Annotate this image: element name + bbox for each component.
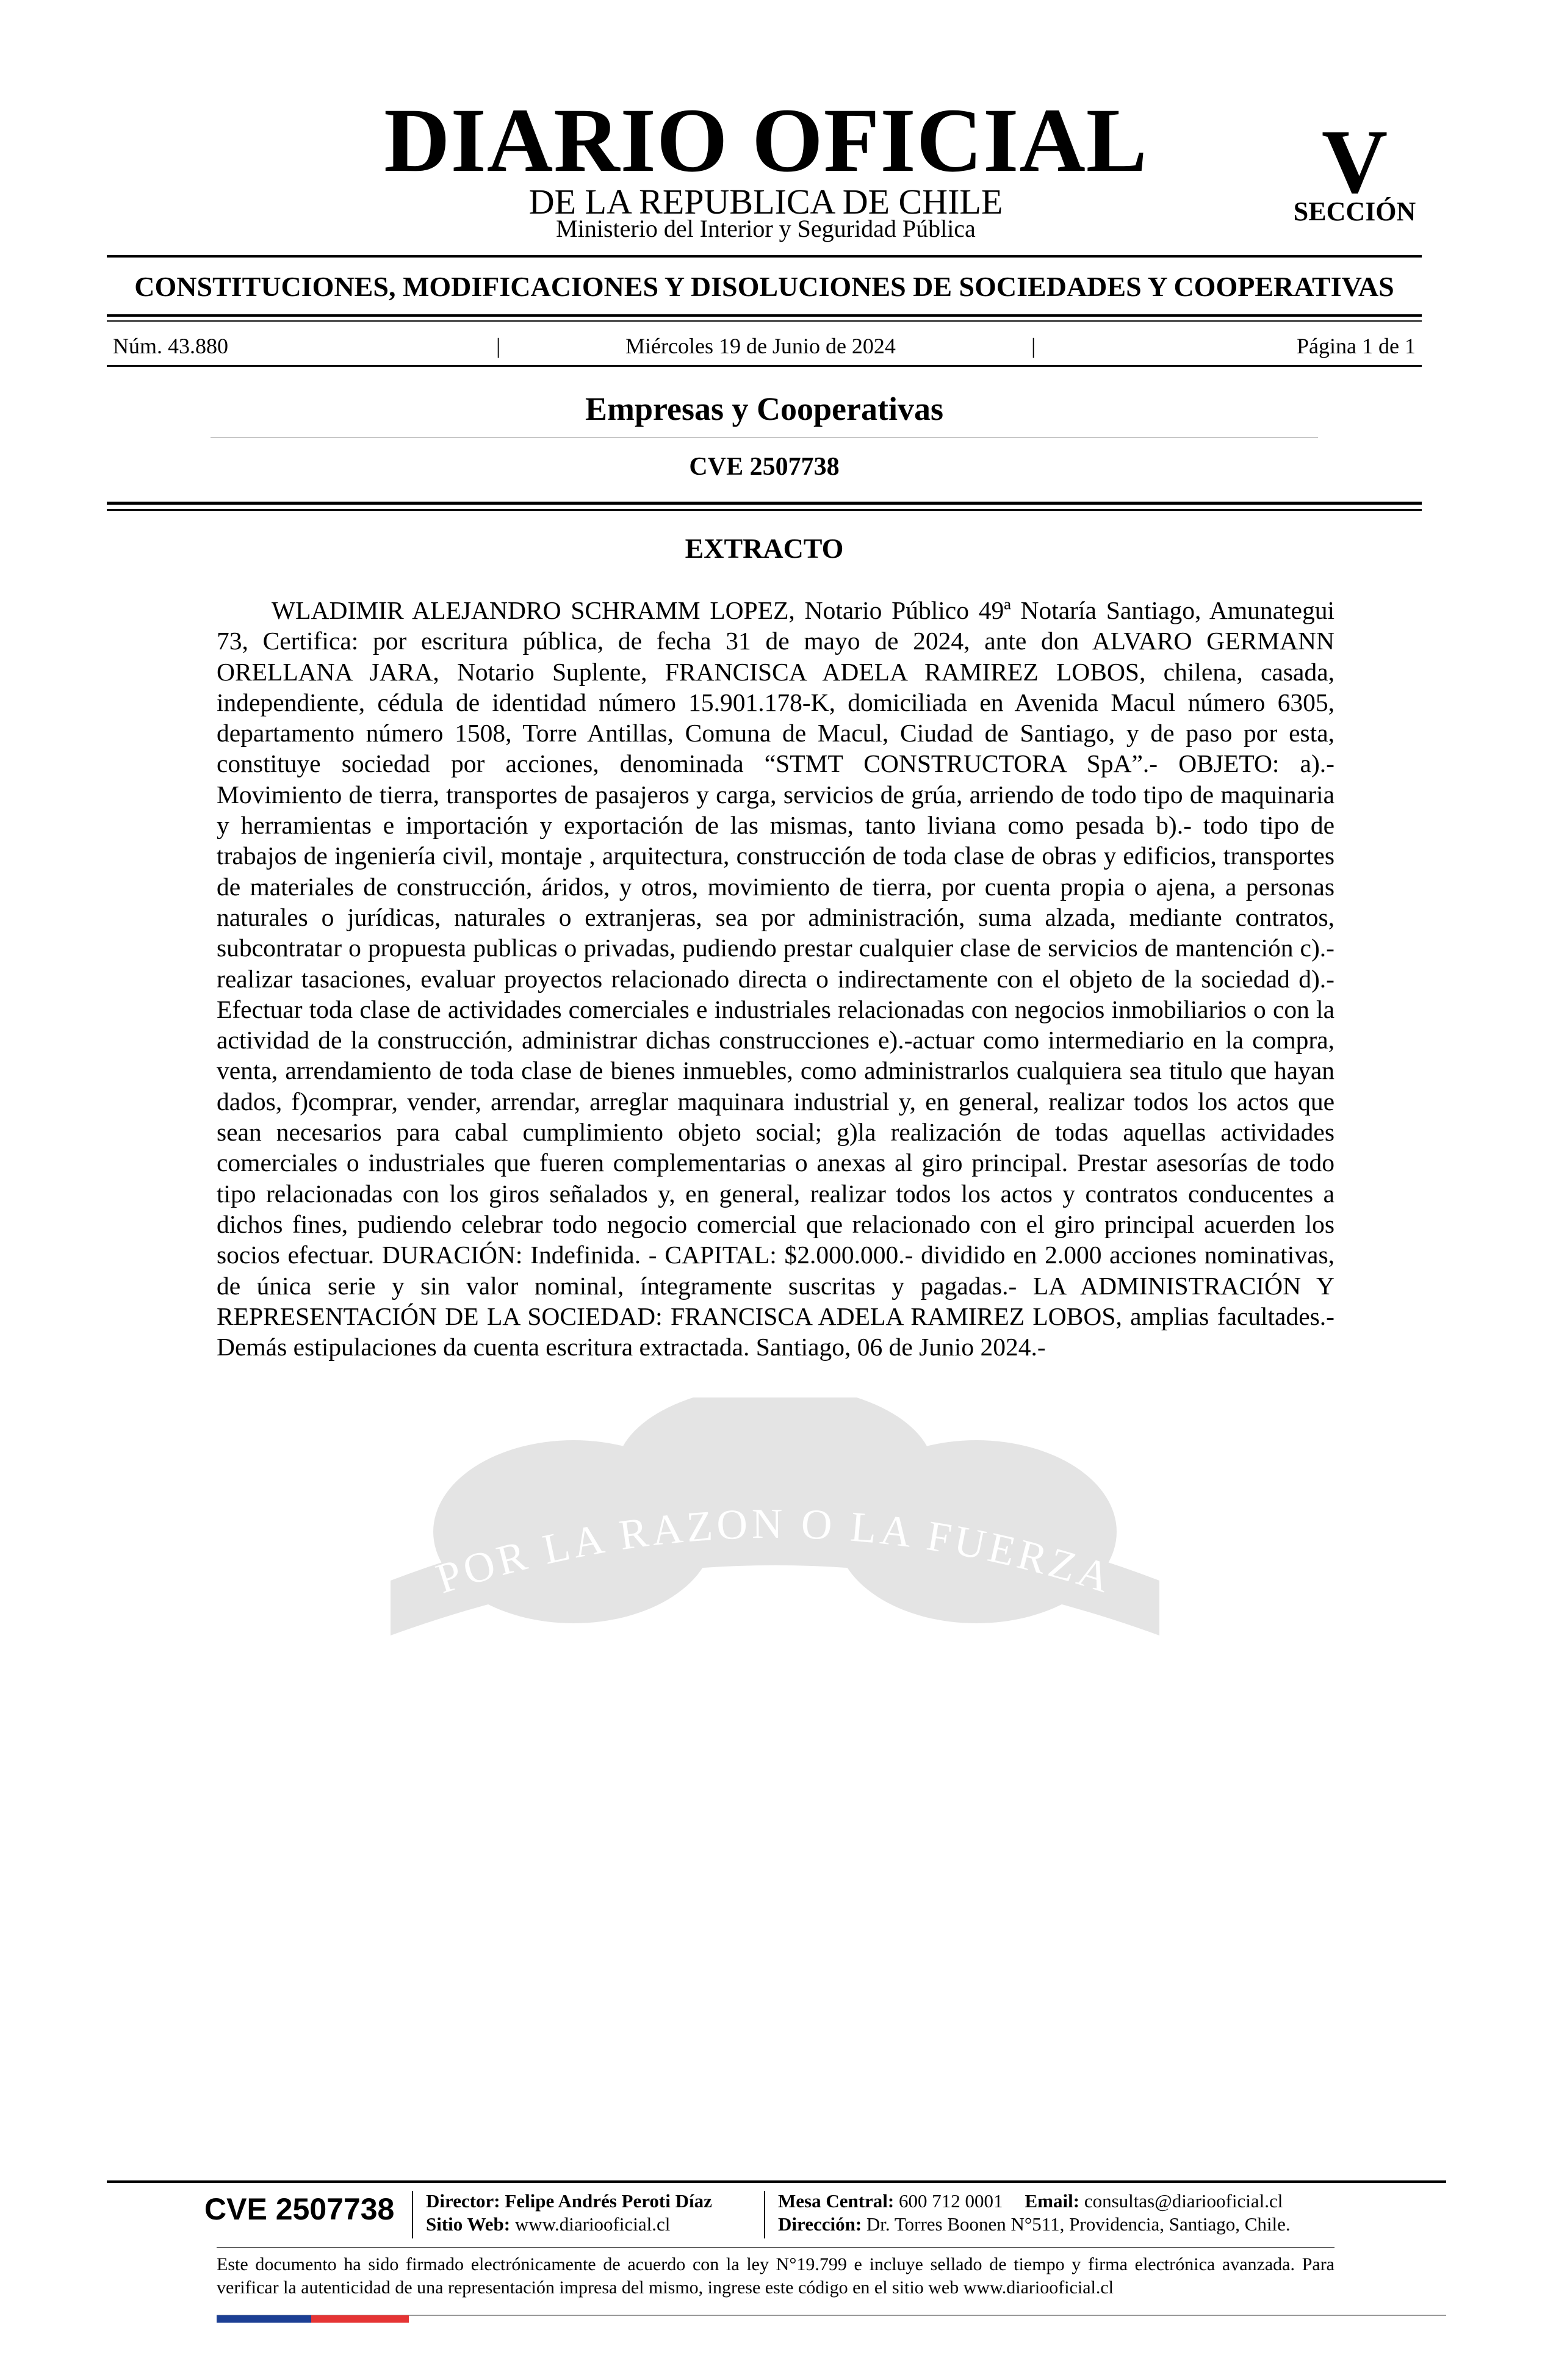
issue-page: Página 1 de 1 <box>1297 334 1416 358</box>
flag-stripe-red <box>311 2315 409 2323</box>
section-word: SECCIÓN <box>1293 197 1416 226</box>
issue-info-row <box>113 333 1416 359</box>
category-title: CONSTITUCIONES, MODIFICACIONES Y DISOLUCIONES DE SOCIEDADES Y COOPERATIVAS <box>134 271 1394 302</box>
director-label: Director: <box>426 2190 500 2212</box>
website-label: Sitio Web: <box>426 2213 511 2235</box>
website-link[interactable]: www.diariooficial.cl <box>514 2213 671 2235</box>
cve-code: CVE 2507738 <box>689 453 840 481</box>
footer-contact-block <box>778 2190 1388 2236</box>
issue-number: Núm. 43.880 <box>113 334 228 358</box>
masthead-title: DIARIO OFICIAL <box>384 90 1148 191</box>
flag-stripe-blue <box>217 2315 311 2323</box>
footer-divider <box>764 2191 765 2238</box>
category-rule-bottom <box>107 320 1422 322</box>
category-rule-top <box>107 314 1422 317</box>
section-title: Empresas y Cooperativas <box>585 391 943 427</box>
footer-divider <box>412 2191 413 2238</box>
email-link[interactable]: consultas@diariooficial.cl <box>1084 2190 1283 2212</box>
masthead-ministry: Ministerio del Interior y Seguridad Pública <box>556 215 976 242</box>
content-rule-top <box>107 502 1422 505</box>
watermark-motto: POR LA RAZON O LA FUERZA <box>431 1500 1119 1603</box>
footer-cve: CVE 2507738 <box>204 2192 395 2226</box>
header-rule-top <box>107 255 1422 258</box>
director-name: Felipe Andrés Peroti Díaz <box>505 2190 712 2212</box>
footer-note: Este documento ha sido firmado electrónicamente de acuerdo con la ley N°19.799 e incluye sellado de tiempo y firma electrónica avanzada. Para verificar la autenticidad de una representación impresa del mismo, ingrese este código en el sitio web www.diariooficial.cl <box>217 2254 1334 2298</box>
email-label: Email: <box>1025 2190 1080 2212</box>
document-body: WLADIMIR ALEJANDRO SCHRAMM LOPEZ, Notario Público 49ª Notaría Santiago, Amunategui 73, Certifica: por escritura pública, de fecha 31 de mayo de 2024, ante don ALVARO GERMANN ORELLANA JARA, Notario Suplente, FRANCISCA ADELA RAMIREZ LOBOS, chilena, casada, independiente, cédula de identidad número 15.901.178-K, domiciliada en Avenida Macul número 6305, departamento número 1508, Torre Antillas, Comuna de Macul, Ciudad de Santiago, y de paso por esta, constituye sociedad por acciones, denominada “STMT CONSTRUCTORA SpA”.- OBJETO: a).- Movimiento de tierra, transportes de pasajeros y carga, servicios de grúa, arriendo de todo tipo de maquinaria y herramientas e importación y exportación de las mismas, tanto liviana como pesada b).- todo tipo de trabajos de ingeniería civil, montaje , arquitectura, construcción de toda clase de obras y edificios, transportes de materiales de construcción, áridos, y otros, movimiento de tierra, por cuenta propia o ajena, a personas naturales o jurídicas, naturales o extranjeras, sea por administración, suma alzada, mediante contratos, subcontratar o propuesta publicas o privadas, pudiendo prestar cualquier clase de servicios de mantención c).-realizar tasaciones, evaluar proyectos relacionado directa o indirectamente con el objeto de la sociedad d).- Efectuar toda clase de actividades comerciales e industriales relacionadas con negocios inmobiliarios o con la actividad de la construcción, administrar dichas construcciones e).-actuar como intermediario en la compra, venta, arrendamiento de toda clase de bienes inmuebles, como administrarlos cualquiera sea titulo que hayan dados, f)comprar, vender, arrendar, arreglar maquinara industrial y, en general, realizar todos los actos que sean necesarios para cabal cumplimiento objeto social; g)la realización de todas aquellas actividades comerciales o industriales que fueren complementarias o anexas al giro principal. Prestar asesorías de todo tipo relacionadas con los giros señalados y, en general, realizar todos los actos y contratos conducentes a dichos fines, pudiendo celebrar todo negocio comercial que relacionado con el giro principal acuerden los socios efectuar. DURACIÓN: Indefinida. - CAPITAL: $2.000.000.- dividido en 2.000 acciones nominativas, de única serie y sin valor nominal, íntegramente suscritas y pagadas.- LA ADMINISTRACIÓN Y REPRESENTACIÓN DE LA SOCIEDAD: FRANCISCA ADELA RAMIREZ LOBOS, amplias facultades.- Demás estipulaciones da cuenta escritura extractada. Santiago, 06 de Junio 2024.- <box>217 596 1334 1361</box>
footer-rule <box>107 2180 1446 2183</box>
masthead-subtitle: DE LA REPUBLICA DE CHILE <box>528 182 1003 222</box>
document-heading: EXTRACTO <box>685 533 844 564</box>
address-label: Dirección: <box>778 2213 862 2235</box>
issue-separator: | <box>496 334 501 358</box>
issue-separator: | <box>1031 334 1036 358</box>
content-rule-bottom <box>107 509 1422 511</box>
footer-note-rule <box>217 2247 1334 2248</box>
phone-number: 600 712 0001 <box>899 2190 1003 2212</box>
phone-label: Mesa Central: <box>778 2190 895 2212</box>
section-letter: V <box>1321 111 1388 212</box>
section-divider <box>211 437 1318 438</box>
footer-director-block <box>426 2190 780 2236</box>
address-text: Dr. Torres Boonen N°511, Providencia, Santiago, Chile. <box>866 2213 1291 2235</box>
issue-rule <box>107 365 1422 367</box>
coat-of-arms-watermark <box>317 1397 1233 1672</box>
issue-date: Miércoles 19 de Junio de 2024 <box>625 334 896 358</box>
